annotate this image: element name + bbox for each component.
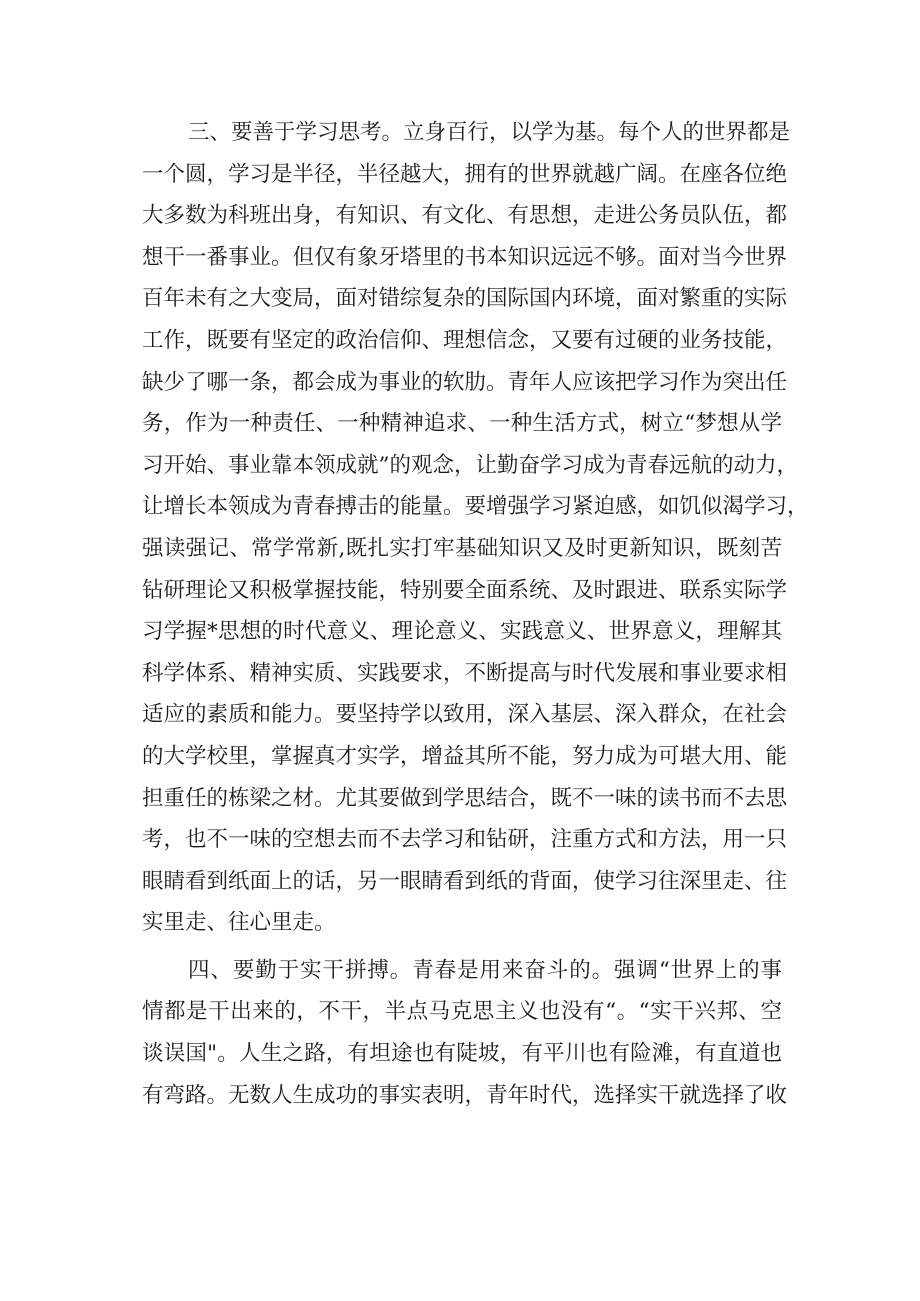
text-line: 缺少了哪一条，都会成为事业的软肋。青年人应该把学习作为突出任 [142,369,788,395]
text-line: 大多数为科班出身，有知识、有文化、有思想，走进公务员队伍，都 [142,203,788,229]
text-line: 实里走、往心里走。 [142,910,336,936]
text-line: 工作，既要有坚定的政治信仰、理想信念，又要有过硬的业务技能， [142,327,788,353]
document-body [142,112,809,1116]
text-line: 务，作为一种责任、一种精神追求、一种生活方式，树立“梦想从学 [142,411,782,437]
text-line: 百年未有之大变局，面对错综复杂的国际国内环境，面对繁重的实际 [142,286,788,312]
text-line: 想干一番事业。但仅有象牙塔里的书本知识远远不够。面对当今世界 [142,244,788,270]
text-line: 考，也不一味的空想去而不去学习和钻研，注重方式和方法，用一只 [142,827,788,853]
text-line: 让增长本领成为青春搏击的能量。要增强学习紧迫感，如饥似渴学习， [142,494,809,520]
text-line: 钻研理论又积极掌握技能，特别要全面系统、及时跟进、联系实际学 [142,577,788,603]
text-line: 担重任的栋梁之材。尤其要做到学思结合，既不一味的读书而不去思 [142,785,788,811]
text-line: 一个圆，学习是半径，半径越大，拥有的世界就越广阔。在座各位绝 [142,161,788,187]
text-line: 谈误国"。人生之路，有坦途也有陡坡，有平川也有险滩，有直道也 [142,1041,782,1067]
text-line: 眼睛看到纸面上的话，另一眼睛看到纸的背面，使学习往深里走、往 [142,868,788,894]
text-line: 科学体系、精神实质、实践要求，不断提高与时代发展和事业要求相 [142,660,788,686]
text-line: 适应的素质和能力。要坚持学以致用，深入基层、深入群众，在社会 [142,702,788,728]
text-line: 情都是干出来的，不干，半点马克思主义也没有“。“实干兴邦、空 [142,999,782,1025]
paragraph-practice [142,950,788,1116]
paragraph-study [142,112,809,944]
text-line: 三、要善于学习思考。立身百行，以学为基。每个人的世界都是 [188,120,791,145]
text-line: 强读强记、常学常新,既扎实打牢基础知识又及时更新知识，既刻苦 [142,535,782,561]
text-line: 的大学校里，掌握真才实学，增益其所不能，努力成为可堪大用、能 [142,743,788,769]
text-line: 习开始、事业靠本领成就”的观念，让勤奋学习成为青春远航的动力， [142,452,798,478]
text-line: 四、要勤于实干拼搏。青春是用来奋斗的。强调“世界上的事 [188,957,782,983]
text-line: 有弯路。无数人生成功的事实表明，青年时代，选择实干就选择了收 [142,1082,788,1108]
text-line: 习学握*思想的时代意义、理论意义、实践意义、世界意义，理解其 [142,619,782,645]
